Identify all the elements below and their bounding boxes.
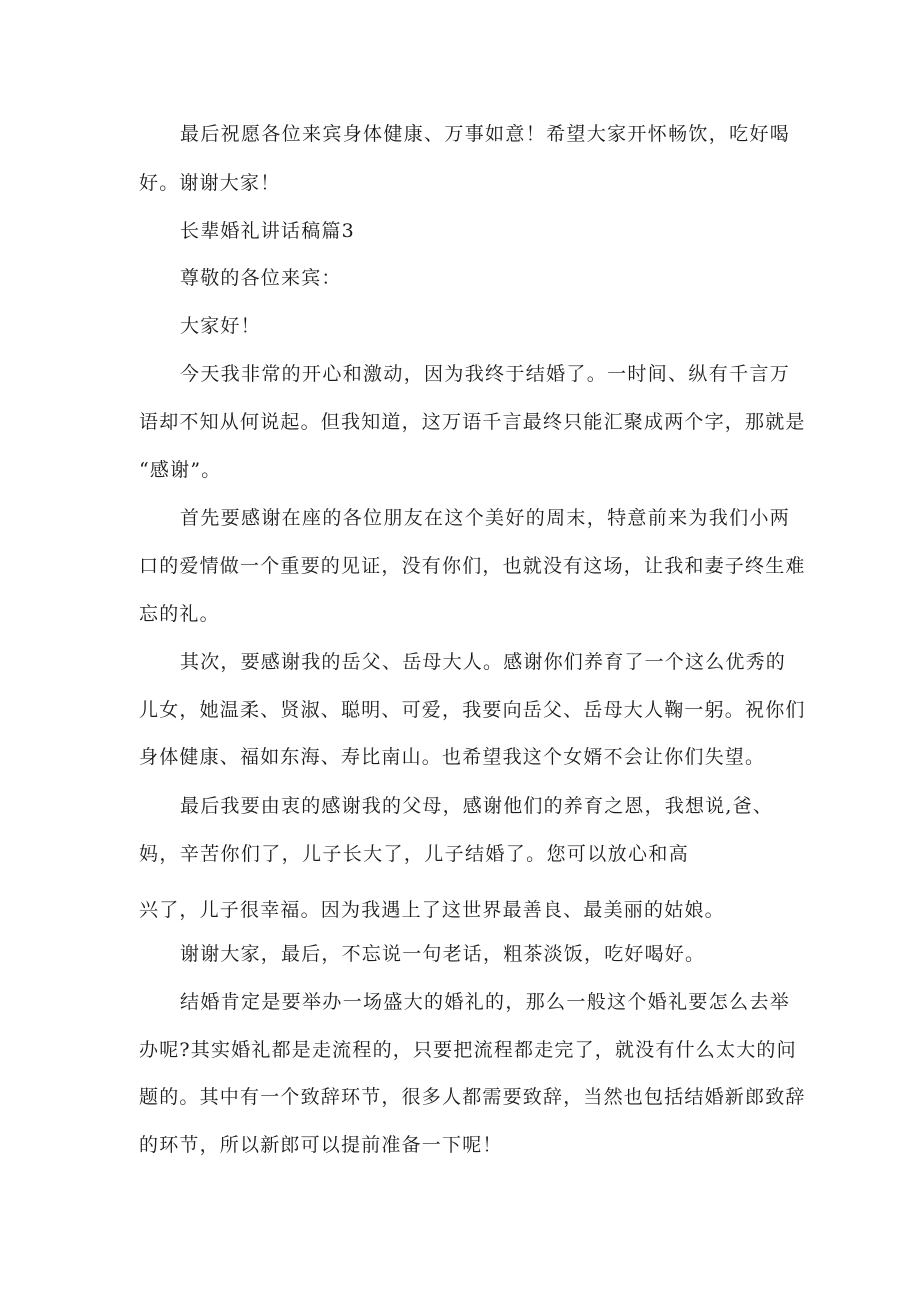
paragraph-line: 最后祝愿各位来宾身体健康、万事如意！希望大家开怀畅饮，吃好喝 [180, 123, 790, 145]
paragraph-line: “感谢”。 [139, 459, 222, 481]
paragraph-line: 办呢?其实婚礼都是走流程的，只要把流程都走完了，就没有什么太大的问 [139, 1039, 797, 1061]
salutation: 尊敬的各位来宾： [180, 267, 342, 289]
paragraph-line: 首先要感谢在座的各位朋友在这个美好的周末，特意前来为我们小两 [180, 507, 790, 529]
paragraph-line: 好。谢谢大家！ [139, 172, 281, 194]
paragraph-line: 儿女，她温柔、贤淑、聪明、可爱，我要向岳父、岳母大人鞠一躬。祝你们 [139, 699, 806, 721]
paragraph-line: 兴了，儿子很幸福。因为我遇上了这世界最善良、最美丽的姑娘。 [139, 899, 725, 921]
paragraph-line: 身体健康、福如东海、寿比南山。也希望我这个女婿不会让你们失望。 [139, 746, 766, 768]
paragraph-line: 语却不知从何说起。但我知道，这万语千言最终只能汇聚成两个字，那就是 [139, 411, 806, 433]
paragraph-line: 口的爱情做一个重要的见证，没有你们，也就没有这场，让我和妻子终生难 [139, 555, 806, 577]
paragraph-line: 今天我非常的开心和激动，因为我终于结婚了。一时间、纵有千言万 [180, 363, 790, 385]
paragraph-line: 题的。其中有一个致辞环节，很多人都需要致辞，当然也包括结婚新郎致辞 [139, 1086, 806, 1108]
paragraph-line: 的环节，所以新郎可以提前准备一下呢！ [139, 1134, 503, 1156]
paragraph-line: 结婚肯定是要举办一场盛大的婚礼的，那么一般这个婚礼要怎么去举 [180, 991, 790, 1013]
paragraph-line: 其次，要感谢我的岳父、岳母大人。感谢你们养育了一个这么优秀的 [180, 651, 787, 673]
greeting: 大家好！ [180, 315, 261, 337]
paragraph-line: 最后我要由衷的感谢我的父母，感谢他们的养育之恩，我想说,爸、 [180, 795, 774, 817]
paragraph-line: 忘的礼。 [139, 603, 220, 625]
paragraph-line: 谢谢大家，最后，不忘说一句老话，粗茶淡饭，吃好喝好。 [180, 943, 706, 965]
paragraph-line: 妈，辛苦你们了，儿子长大了，儿子结婚了。您可以放心和高 [139, 843, 689, 865]
section-heading: 长辈婚礼讲话稿篇3 [180, 220, 355, 242]
